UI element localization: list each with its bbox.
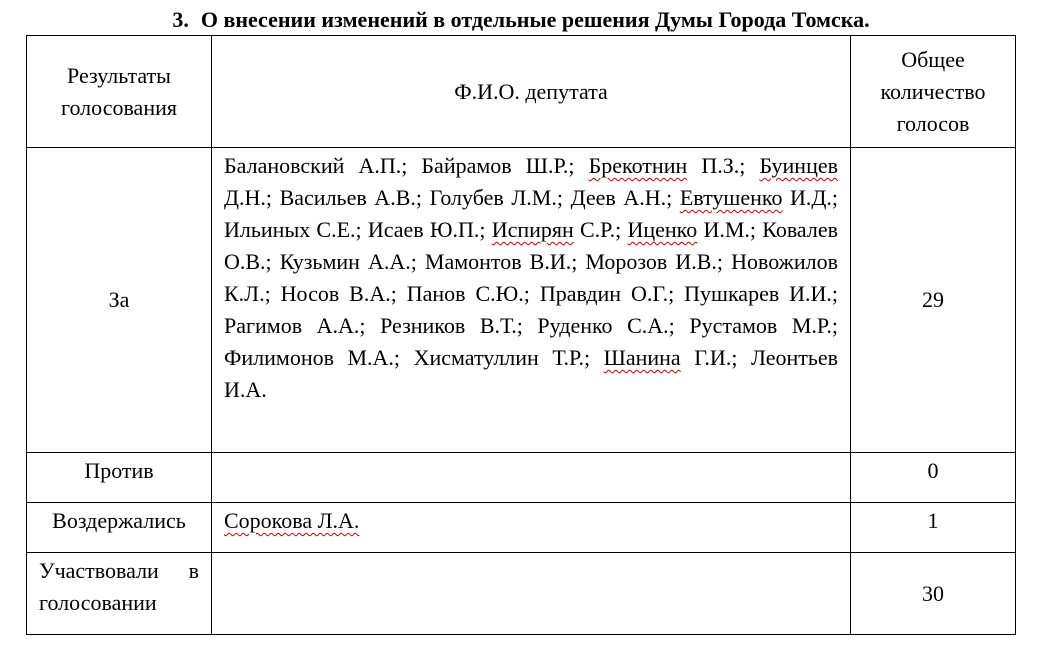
deputy-surname: Носов xyxy=(280,281,340,306)
table-row-participated xyxy=(27,553,1016,635)
row-label-participated-line1: Участвовали в xyxy=(39,558,199,583)
deputy-name: Ильиных С.Е.; xyxy=(224,217,362,242)
deputy-surname: Резников xyxy=(380,313,466,338)
table-row-against xyxy=(27,453,1016,503)
deputy-name: Голубев Л.М.; xyxy=(429,185,563,210)
header-results: Результаты голосования xyxy=(27,36,212,148)
table-header-row xyxy=(27,36,1016,148)
deputy-surname: Васильев xyxy=(279,185,367,210)
names-cell-against xyxy=(212,453,851,503)
deputy-surname: Испирян xyxy=(491,217,574,242)
deputy-name: Буинцев Д.Н.; xyxy=(224,153,838,210)
deputy-surname: Филимонов xyxy=(224,345,334,370)
deputy-surname: Мамонтов xyxy=(424,249,522,274)
table-row-for xyxy=(27,148,1016,453)
deputy-surname: Иценко xyxy=(627,217,698,242)
deputy-name: Носов В.А.; xyxy=(280,281,397,306)
deputy-name: Васильев А.В.; xyxy=(279,185,422,210)
deputy-surname: Рустамов xyxy=(689,313,778,338)
deputy-surname: Евтушенко xyxy=(679,185,783,210)
count-for: 29 xyxy=(851,148,1016,453)
deputy-name: Правдин О.Г.; xyxy=(539,281,675,306)
deputy-name: Шанина Г.И.; xyxy=(603,345,738,370)
deputy-surname: Голубев xyxy=(429,185,504,210)
section-heading xyxy=(0,6,1042,34)
deputy-name: Ковалев О.В.; xyxy=(224,217,838,274)
deputy-surname: Брекотнин xyxy=(588,153,688,178)
deputy-surname: Новожилов xyxy=(731,249,838,274)
deputy-name: Рагимов А.А.; xyxy=(224,313,366,338)
deputy-name: Руденко С.А.; xyxy=(537,313,675,338)
section-number: 3. xyxy=(172,7,189,32)
deputy-surname: Рагимов xyxy=(224,313,303,338)
deputy-name: Филимонов М.А.; xyxy=(224,345,401,370)
deputy-name: Балановский А.П.; xyxy=(224,153,408,178)
header-total: Общее количество голосов xyxy=(851,36,1016,148)
section-title: О внесении изменений в отдельные решения Думы Города Томска. xyxy=(200,7,870,32)
deputy-name-text: Сорокова Л.А. xyxy=(224,508,360,533)
deputy-surname: Правдин xyxy=(539,281,622,306)
deputy-name: Кузьмин А.А.; xyxy=(279,249,417,274)
deputy-name: Евтушенко И.Д.; xyxy=(679,185,839,210)
deputy-name: Брекотнин П.З.; xyxy=(588,153,746,178)
row-label-participated-line2: голосовании xyxy=(39,590,157,615)
deputy-surname: Байрамов xyxy=(421,153,512,178)
deputy-name: Новожилов К.Л.; xyxy=(224,249,838,306)
row-label-participated xyxy=(27,553,212,635)
names-cell-abstained xyxy=(212,503,851,553)
deputy-surname: Деев xyxy=(570,185,616,210)
deputy-surname: Руденко xyxy=(537,313,613,338)
row-label-abstained: Воздержались xyxy=(27,503,212,553)
deputy-name xyxy=(212,503,850,537)
deputy-surname: Хисматуллин xyxy=(413,345,539,370)
deputy-name: Деев А.Н.; xyxy=(570,185,673,210)
deputy-surname: Кузьмин xyxy=(279,249,360,274)
voting-results-table xyxy=(26,35,1016,635)
deputy-name: Панов С.Ю.; xyxy=(406,281,530,306)
deputy-surname: Буинцев xyxy=(759,153,838,178)
deputy-surname: Панов xyxy=(406,281,466,306)
deputy-name: Иценко И.М.; xyxy=(627,217,757,242)
deputy-name: Рустамов М.Р.; xyxy=(689,313,838,338)
deputy-name: Морозов И.В.; xyxy=(585,249,724,274)
row-label-against: Против xyxy=(27,453,212,503)
deputy-surname: Морозов xyxy=(585,249,668,274)
deputy-name: Мамонтов В.И.; xyxy=(424,249,578,274)
deputy-name-list xyxy=(212,148,850,406)
count-against: 0 xyxy=(851,453,1016,503)
deputy-surname: Пушкарев xyxy=(684,281,780,306)
deputy-surname: Балановский xyxy=(224,153,345,178)
names-cell-participated xyxy=(212,553,851,635)
count-participated: 30 xyxy=(851,553,1016,635)
deputy-name: Исаев Ю.П.; xyxy=(367,217,486,242)
deputy-surname: Шанина xyxy=(603,345,681,370)
deputy-surname: Леонтьев xyxy=(750,345,839,370)
deputy-surname: Ковалев xyxy=(762,217,838,242)
table-row-abstained xyxy=(27,503,1016,553)
header-deputy: Ф.И.О. депутата xyxy=(212,36,851,148)
deputy-name: Испирян С.Р.; xyxy=(491,217,622,242)
deputy-name: Леонтьев И.А. xyxy=(224,345,839,402)
deputy-name: Байрамов Ш.Р.; xyxy=(421,153,575,178)
names-cell-for xyxy=(212,148,851,453)
deputy-name: Хисматуллин Т.Р.; xyxy=(413,345,591,370)
deputy-surname: Исаев xyxy=(367,217,424,242)
deputy-surname: Ильиных xyxy=(224,217,311,242)
count-abstained: 1 xyxy=(851,503,1016,553)
deputy-name: Резников В.Т.; xyxy=(380,313,523,338)
deputy-name: Пушкарев И.И.; xyxy=(684,281,839,306)
row-label-for: За xyxy=(27,148,212,453)
